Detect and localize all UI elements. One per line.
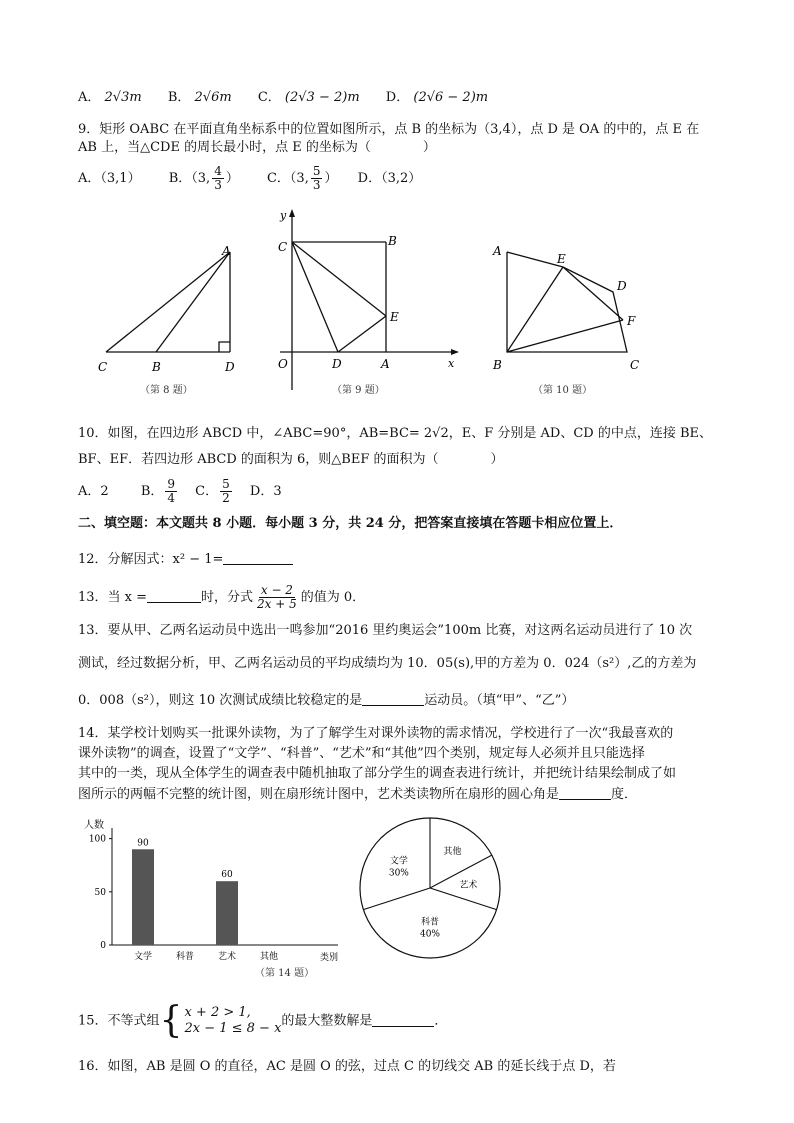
bar-chart-category-label: 其他 (259, 952, 279, 962)
fig10-label-b: B (493, 358, 502, 372)
pie-chart-slice-boundary (363, 888, 430, 910)
fig8-caption: （第 8 题） (140, 385, 193, 396)
q14-bar-chart (80, 810, 350, 985)
q9-option-d: D．（3,2） (357, 171, 422, 186)
pie-chart-slice-label: 其他 (443, 846, 462, 857)
q14-line3: 其中的一类，现从全体学生的调查表中随机抽取了部分学生的调查表进行统计，并把统计结果绘制成了如 (78, 766, 677, 781)
fig8-label-a: A (222, 244, 231, 258)
q10-option-a: A．2 (78, 484, 109, 499)
q14-line2: 课外读物”的调查，设置了“文学”、“科普”、“艺术”和“其他”四个类别，规定每人必须并且只能选择 (78, 746, 645, 761)
pie-chart-slice-boundary (430, 888, 497, 910)
q10-line2: BF、EF．若四边形 ABCD 的面积为 6，则△BEF 的面积为（ ） (78, 452, 504, 467)
bar-chart-category-label: 文学 (133, 952, 153, 962)
fig9-label-y: y (280, 209, 287, 222)
q8-option-c: C． (2√3 − 2)m (257, 90, 360, 105)
fig9-label-o: O (278, 357, 288, 371)
bar-chart-category-label: 科普 (175, 952, 195, 962)
fig9-caption: （第 9 题） (332, 385, 385, 396)
fig8-label-b: B (152, 360, 161, 374)
fig10-label-c: C (630, 358, 640, 372)
fig10-label-a: A (493, 244, 502, 258)
fig10-label-f: F (627, 314, 636, 328)
pie-chart-slice-label: 科普 (420, 917, 440, 928)
q9-line1: 9．矩形 OABC 在平面直角坐标系中的位置如图所示，点 B 的坐标为（3,4），点 D 是 OA 的中的，点 E 在 (78, 122, 700, 137)
bar-chart-category-label: 艺术 (217, 952, 237, 962)
bar-chart-ytick-label: 50 (94, 887, 106, 898)
fig9-label-a: A (381, 357, 390, 371)
bar-chart-ylabel: 人数 (84, 820, 104, 831)
fig9-label-d: D (332, 357, 342, 371)
bar-chart-bar (216, 881, 238, 945)
q15-answer-blank[interactable] (372, 1012, 434, 1027)
q12: 12．分解因式：x² − 1= (78, 550, 293, 569)
q13a-answer-blank[interactable] (147, 588, 201, 603)
figure-9 (270, 205, 465, 400)
q9-option-b: B．（3, $\frac{4}{3}$ ） (168, 164, 239, 192)
q15: 15．不等式组 { x + 2 > 1, 2x − 1 ≤ 8 − x 的最大整数解是 ． (78, 1000, 448, 1041)
fig8-label-d: D (225, 360, 235, 374)
pie-chart-slice-label: 艺术 (459, 880, 478, 891)
pie-chart-slice-label: 文学 (389, 856, 408, 867)
fig10-label-e: E (557, 252, 566, 266)
fig10-label-d: D (617, 279, 627, 293)
q9-options (78, 164, 421, 194)
q16: 16．如图，AB 是圆 O 的直径，AC 是圆 O 的弦，过点 C 的切线交 AB 的延长线于点 D，若 (78, 1059, 616, 1074)
bar-chart-bar (132, 849, 154, 945)
q9-option-a: A．（3,1） (78, 171, 141, 186)
pie-chart-slice-pct: 30% (388, 868, 409, 879)
q8-option-a: A． 2√3m (78, 90, 142, 105)
fig9-label-c: C (278, 240, 288, 254)
fig8-label-c: C (98, 360, 108, 374)
q15-inequality-system: { x + 2 > 1, 2x − 1 ≤ 8 − x (159, 1000, 282, 1041)
q12-answer-blank[interactable] (223, 550, 293, 565)
q10-option-b: B． $\frac{9}{4}$ (140, 477, 176, 505)
pie-chart-slice-pct: 40% (419, 929, 441, 940)
q13b-answer-blank[interactable] (362, 691, 424, 706)
bar-chart-data-label: 60 (221, 870, 233, 881)
q9-option-c: C．（3, $\frac{5}{3}$ ） (266, 164, 338, 192)
bar-chart-xlabel: 类别 (320, 953, 339, 963)
q9-line2: AB 上，当△CDE 的周长最小时，点 E 的坐标为（ ） (78, 140, 436, 155)
fig9-label-b: B (388, 234, 397, 248)
q14-answer-blank[interactable] (559, 785, 611, 800)
figure-10 (485, 235, 660, 400)
q8-option-b: B． 2√6m (167, 90, 232, 105)
q13a: 13．当 x = 时，分式 $\frac{x - 2}{2x + 5}$ 的值为 0． (78, 583, 366, 611)
bar-chart-ytick-label: 0 (100, 941, 106, 951)
q14-line4: 图所示的两幅不完整的统计图，则在扇形统计图中，艺术类读物所在扇形的圆心角是 度． (78, 787, 638, 802)
bar-chart-ytick-label: 100 (88, 834, 106, 845)
fig9-label-e: E (390, 310, 399, 324)
q14-pie-chart (355, 815, 505, 965)
q10-option-c: C． $\frac{5}{2}$ (195, 477, 230, 505)
fig9-label-x: x (448, 357, 455, 370)
figure-8 (90, 235, 250, 400)
bar-chart-data-label: 90 (137, 838, 149, 849)
q14-line1: 14．某学校计划购买一批课外读物，为了了解学生对课外读物的需求情况，学校进行了一次“我最喜欢的 (78, 726, 674, 741)
q8-options (78, 89, 488, 107)
bar-chart-caption: （第 14 题） (255, 968, 315, 979)
section-2-heading: 二、填空题：本文题共 8 小题．每小题 3 分，共 24 分，把答案直接填在答题卡相应位置上． (78, 516, 623, 531)
q8-option-d: D． (2√6 − 2)m (385, 90, 489, 105)
q13b-line3: 0．008（s²），则这 10 次测试成绩比较稳定的是 运动员。（填“甲”、“乙”） (78, 693, 575, 708)
q13b-line1: 13．要从甲、乙两名运动员中选出一鸣参加“2016 里约奥运会”100m 比赛，对这两名运动员进行了 10 次 (78, 623, 693, 638)
fig10-caption: （第 10 题） (533, 385, 593, 396)
q10-option-d: D．3 (249, 484, 282, 499)
q10-line1: 10．如图，在四边形 ABCD 中，∠ABC=90°，AB=BC= 2√2，E、F 分别是 AD、CD 的中点，连接 BE、 (78, 426, 713, 441)
q13b-line2: 测试，经过数据分析，甲、乙两名运动员的平均成绩均为 10．05(s),甲的方差为 0．024（s²）,乙的方差为 (78, 656, 697, 671)
q10-options (78, 477, 282, 507)
